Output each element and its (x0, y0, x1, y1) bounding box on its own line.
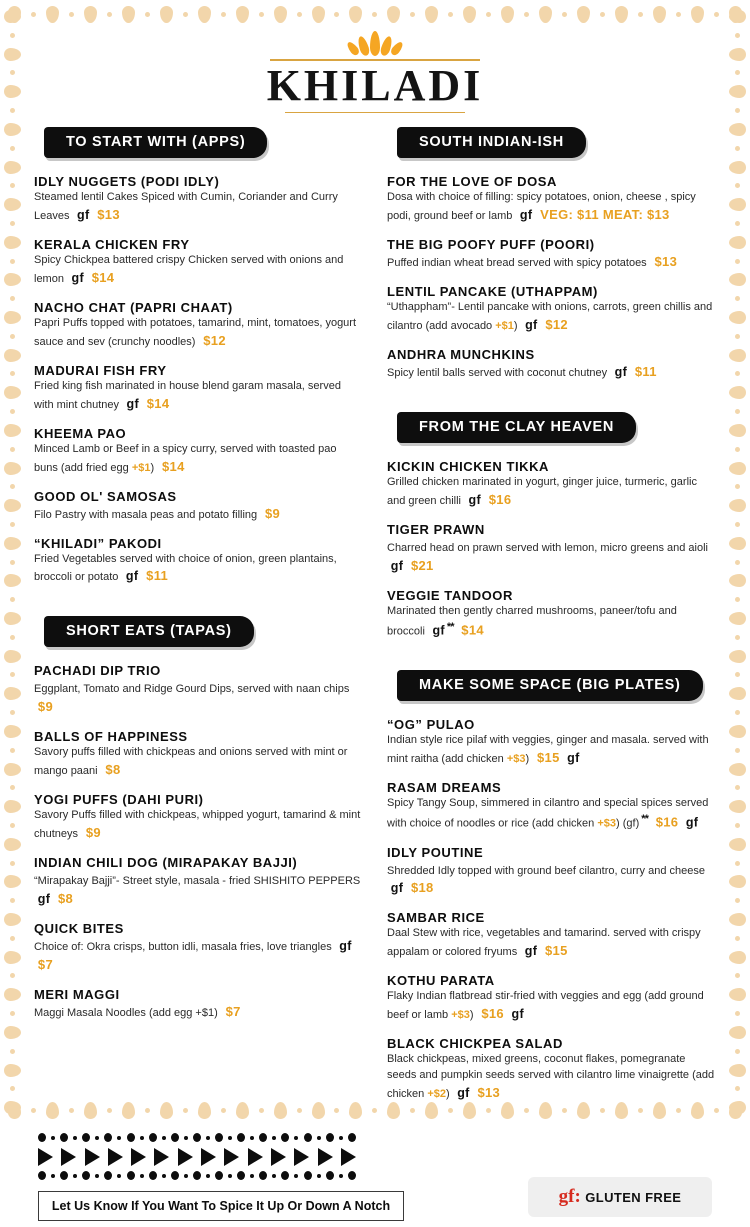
menu-item-description (34, 505, 363, 524)
brand-name: KHILADI (266, 60, 484, 110)
menu-item (387, 973, 716, 1024)
ornament-dot-icon (259, 1171, 267, 1180)
description-text: Savory puffs filled with chickpeas and onions served with mint or mango paani (34, 746, 348, 778)
description-text: Spicy lentil balls served with coconut chutney (387, 366, 608, 379)
menu-item-description (34, 871, 363, 909)
description-text: Shredded Idly topped with ground beef cilantro, curry and cheese (387, 864, 705, 877)
menu-item-name: KICKIN CHICKEN TIKKA (387, 458, 549, 474)
menu-item-name: KOTHU PARATA (387, 973, 495, 989)
ornament-dot-icon (259, 1133, 267, 1142)
gluten-free-marker: gf (517, 944, 538, 959)
menu-item-description (387, 300, 716, 335)
menu-item-price: $14 (83, 270, 115, 285)
gluten-free-marker: gf (559, 751, 580, 766)
description-tail: ) (446, 1088, 450, 1100)
ornament-small-dot-icon (184, 1174, 188, 1178)
menu-item (387, 1036, 716, 1103)
menu-item-description (34, 679, 363, 717)
menu-item-price: $7 (217, 1003, 241, 1019)
ornament-small-dot-icon (228, 1174, 232, 1178)
menu-item-price: $14 (154, 458, 185, 474)
menu-item (34, 921, 363, 975)
menu-item-price: $15 (537, 943, 568, 959)
menu-item-name: MERI MAGGI (34, 986, 120, 1002)
ornament-small-dot-icon (228, 1136, 232, 1140)
ornament-dot-icon (171, 1133, 179, 1142)
menu-item (387, 284, 716, 335)
ornament-small-dot-icon (51, 1174, 55, 1178)
ornament-small-dot-icon (95, 1174, 99, 1178)
menu-item-price: $11 (627, 363, 657, 379)
menu-item (34, 792, 363, 843)
ornament-dot-icon (38, 1171, 46, 1180)
gluten-free-marker: gf (387, 558, 404, 573)
ornament-dot-icon (149, 1171, 157, 1180)
menu-item-name: KHEEMA PAO (34, 425, 127, 441)
menu-item (387, 174, 716, 225)
section-banner: SOUTH INDIAN-ISH (397, 127, 586, 158)
menu-item (34, 237, 363, 288)
menu-item-addon-price: +$3 (451, 1009, 470, 1022)
menu-item (34, 363, 363, 414)
menu-item (387, 347, 716, 382)
description-text: Minced Lamb or Beef in a spicy curry, served with toasted pao buns (add fried egg (34, 442, 337, 474)
menu-item (387, 459, 716, 510)
ornament-triangle-icon (108, 1148, 123, 1166)
section-banner: FROM THE CLAY HEAVEN (397, 412, 636, 443)
menu-item-name: “KHILADI” PAKODI (34, 535, 162, 551)
ornament-triangle-icon (318, 1148, 333, 1166)
menu-item-name: VEGGIE TANDOOR (387, 587, 513, 603)
description-text: Fried Vegetables served with choice of onion, green plantains, broccoli or potato (34, 552, 337, 584)
ornament-triangle-icon (154, 1148, 169, 1166)
gluten-free-marker: gf (503, 1007, 524, 1022)
menu-item-price: $13 (89, 207, 120, 223)
gluten-free-marker: gf (512, 208, 533, 223)
left-column (34, 127, 363, 1115)
description-tail: ) (gf) (616, 817, 640, 830)
menu-item (34, 536, 363, 587)
menu-item-description (387, 1052, 716, 1103)
description-text: Savory Puffs filled with chickpeas, whipped yogurt, tamarind & mint chutneys (34, 809, 361, 841)
description-text: Flaky Indian flatbread stir-fried with veggies and egg (add ground beef or lamb (387, 990, 704, 1022)
spicy-marker: ** (639, 812, 648, 825)
ornament-small-dot-icon (294, 1174, 298, 1178)
menu-item-addon-price: +$3 (597, 817, 617, 830)
menu-item-description (387, 861, 716, 899)
description-text: Daal Stew with rice, vegetables and tamarind. served with crispy appalam or colored fryums (387, 927, 701, 959)
menu-item-description (34, 253, 363, 288)
menu-item-name: IDLY POUTINE (387, 844, 484, 860)
description-text: Maggi Masala Noodles (add egg +$1) (34, 1006, 218, 1019)
menu-item-description (34, 316, 363, 351)
menu-item-description (387, 733, 716, 768)
menu-item-price: $9 (257, 505, 281, 521)
menu-item-name: BALLS OF HAPPINESS (34, 729, 188, 745)
menu-item-price: $21 (403, 557, 434, 573)
gluten-free-marker: gf (34, 891, 51, 906)
description-text: Charred head on prawn served with lemon, micro greens and aioli (387, 541, 709, 554)
spicy-marker: ** (444, 620, 454, 633)
menu-item (387, 845, 716, 899)
menu-item-name: MADURAI FISH FRY (34, 362, 167, 378)
ornament-dot-icon (60, 1133, 68, 1142)
menu-item-description (34, 442, 363, 477)
menu-item-name: IDLY NUGGETS (PODI IDLY) (34, 174, 220, 190)
ornament-dot-icon (149, 1133, 157, 1142)
gluten-free-marker: gf (331, 938, 352, 953)
menu-item-name: RASAM DREAMS (387, 779, 502, 795)
ornament-dot-icon (215, 1171, 223, 1180)
menu-item-price: $16 (480, 491, 512, 507)
menu-item-description (34, 379, 363, 414)
decorative-ornament (38, 1133, 356, 1181)
ornament-dot-row (38, 1133, 356, 1143)
menu-item-price: $12 (537, 316, 568, 332)
menu-item-price: $18 (403, 880, 434, 896)
description-text: Choice of: Okra crisps, button idli, masala fries, love triangles (34, 940, 332, 953)
menu-item-addon-price: +$1 (131, 461, 151, 474)
menu-item (34, 663, 363, 717)
menu-item-price: $14 (453, 622, 484, 638)
ornament-small-dot-icon (206, 1174, 210, 1178)
description-text: Dosa with choice of filling: spicy potatoes, onion, cheese , spicy podi, ground beef or lamb (387, 191, 696, 223)
ornament-dot-icon (127, 1171, 135, 1180)
ornament-small-dot-icon (339, 1136, 343, 1140)
ornament-small-dot-icon (317, 1174, 321, 1178)
menu-item-price: $16 (647, 814, 679, 830)
menu-item-name: FOR THE LOVE OF DOSA (387, 174, 557, 190)
ornament-triangle-icon (224, 1148, 239, 1166)
menu-item-price: VEG: $11 MEAT: $13 (532, 207, 670, 223)
menu-item-description (387, 604, 716, 641)
menu-item-description (387, 363, 716, 382)
menu-item-description (34, 745, 363, 780)
gluten-free-marker: gf (461, 492, 481, 507)
ornament-triangle-icon (38, 1148, 53, 1166)
ornament-dot-icon (82, 1133, 90, 1142)
lotus-icon (34, 30, 716, 56)
menu-item-description (387, 253, 716, 272)
ornament-dot-icon (171, 1171, 179, 1180)
menu-item-price: $13 (469, 1085, 501, 1100)
menu-item (387, 588, 716, 641)
gf-legend-label: GLUTEN FREE (585, 1189, 682, 1205)
gluten-free-marker: gf (607, 364, 628, 379)
menu-columns (34, 127, 716, 1115)
ornament-small-dot-icon (272, 1136, 276, 1140)
ornament-dot-icon (348, 1171, 356, 1180)
menu-item-price: $11 (138, 568, 169, 584)
ornament-triangle-icon (271, 1148, 286, 1166)
menu-item-description (387, 989, 716, 1024)
gluten-free-legend (528, 1177, 712, 1217)
ornament-small-dot-icon (51, 1136, 55, 1140)
section-banner: TO START WITH (APPS) (44, 127, 267, 158)
gluten-free-marker: gf (387, 881, 404, 896)
menu-item (387, 237, 716, 272)
description-text: Eggplant, Tomato and Ridge Gourd Dips, served with naan chips (34, 683, 350, 696)
description-text: Spicy Tangy Soup, simmered in cilantro and special spices served with choice of noodles or rice (add chicken (387, 796, 709, 830)
menu-item (34, 489, 363, 524)
ornament-small-dot-icon (140, 1136, 144, 1140)
menu-item-price: $9 (78, 825, 101, 841)
gluten-free-marker: gf (118, 569, 139, 584)
menu-item-name: KERALA CHICKEN FRY (34, 237, 190, 253)
ornament-small-dot-icon (162, 1136, 166, 1140)
description-text: “Mirapakay Bajji”- Street style, masala - fried SHISHITO PEPPERS (34, 875, 361, 887)
menu-item-description (34, 1003, 363, 1022)
ornament-small-dot-icon (206, 1136, 210, 1140)
menu-item-description (34, 190, 363, 225)
ornament-triangle-icon (178, 1148, 193, 1166)
menu-item-name: PACHADI DIP TRIO (34, 663, 161, 679)
menu-item (34, 855, 363, 909)
ornament-triangle-icon (294, 1148, 309, 1166)
ornament-small-dot-icon (73, 1136, 77, 1140)
menu-item-name: NACHO CHAT (PAPRI CHAAT) (34, 299, 233, 315)
menu-item-description (34, 937, 363, 975)
ornament-small-dot-icon (184, 1136, 188, 1140)
ornament-dot-icon (281, 1133, 289, 1142)
brand-logo (34, 30, 716, 113)
ornament-triangle-icon (341, 1148, 356, 1166)
ornament-triangle-icon (201, 1148, 216, 1166)
ornament-dot-row (38, 1171, 356, 1181)
menu-item-name: LENTIL PANCAKE (UTHAPPAM) (387, 284, 598, 299)
ornament-small-dot-icon (294, 1136, 298, 1140)
ornament-triangle-icon (248, 1148, 263, 1166)
ornament-dot-icon (237, 1133, 245, 1142)
menu-item-addon-price: +$2 (427, 1088, 447, 1100)
ornament-dot-icon (82, 1171, 90, 1180)
ornament-triangle-icon (131, 1148, 146, 1166)
menu-item (34, 987, 363, 1022)
menu-item-price: $8 (50, 890, 74, 906)
menu-item (34, 174, 363, 225)
description-text: Papri Puffs topped with potatoes, tamarind, mint, tomatoes, yogurt sauce and sev (crunchy noodles) (34, 316, 357, 348)
menu-item-price: $15 (529, 750, 560, 766)
description-text: Filo Pastry with masala peas and potato filling (34, 508, 258, 521)
ornament-dot-icon (38, 1133, 46, 1142)
menu-item-description (387, 926, 716, 961)
menu-item (387, 717, 716, 768)
gluten-free-marker: gf (678, 815, 699, 830)
menu-item-name: YOGI PUFFS (DAHI PURI) (34, 792, 204, 808)
ornament-small-dot-icon (73, 1174, 77, 1178)
description-tail: ) (469, 1009, 474, 1022)
menu-item-name: TIGER PRAWN (387, 521, 485, 537)
ornament-dot-icon (237, 1171, 245, 1180)
description-tail: ) (513, 319, 518, 332)
ornament-small-dot-icon (272, 1174, 276, 1178)
description-tail: ) (150, 461, 155, 474)
description-tail: ) (525, 753, 530, 766)
right-column (387, 127, 716, 1115)
ornament-small-dot-icon (250, 1136, 254, 1140)
ornament-dot-icon (304, 1133, 312, 1142)
menu-item-description (387, 190, 716, 225)
menu-item-description (34, 808, 363, 843)
menu-item-name: BLACK CHICKPEA SALAD (387, 1036, 563, 1052)
gluten-free-marker: gf (69, 208, 90, 223)
menu-item-price: $7 (34, 956, 53, 972)
menu-item-price: $16 (473, 1006, 504, 1022)
description-text: Steamed lentil Cakes Spiced with Cumin, Coriander and Curry Leaves (34, 191, 338, 223)
description-text: Indian style rice pilaf with veggies, ginger and masala. served with mint raitha (add chicken (387, 734, 709, 766)
gluten-free-marker: gf (118, 396, 139, 411)
logo-rule-bottom (285, 112, 465, 114)
ornament-dot-icon (193, 1171, 201, 1180)
menu-item-name: INDIAN CHILI DOG (MIRAPAKAY BAJJI) (34, 855, 298, 870)
ornament-dot-icon (127, 1133, 135, 1142)
ornament-small-dot-icon (140, 1174, 144, 1178)
ornament-dot-icon (60, 1171, 68, 1180)
ornament-dot-icon (215, 1133, 223, 1142)
ornament-small-dot-icon (339, 1174, 343, 1178)
menu-item (34, 729, 363, 780)
ornament-dot-icon (104, 1171, 112, 1180)
menu-item-name: “OG” PULAO (387, 717, 475, 733)
ornament-dot-icon (304, 1171, 312, 1180)
ornament-dot-icon (348, 1133, 356, 1142)
ornament-small-dot-icon (317, 1136, 321, 1140)
section-banner: SHORT EATS (TAPAS) (44, 616, 254, 647)
ornament-small-dot-icon (162, 1174, 166, 1178)
description-text: “Uthappham”- Lentil pancake with onions, carrots, green chillis and cilantro (add avocado (387, 301, 713, 332)
menu-item-price: $8 (97, 762, 121, 778)
ornament-dot-icon (104, 1133, 112, 1142)
section-banner: MAKE SOME SPACE (BIG PLATES) (397, 670, 703, 701)
description-text: Puffed indian wheat bread served with spicy potatoes (387, 257, 647, 270)
gf-legend-key: gf: (558, 1185, 581, 1207)
gluten-free-marker: gf (449, 1086, 470, 1100)
menu-item-name: THE BIG POOFY PUFF (POORI) (387, 237, 595, 253)
menu-item-name: QUICK BITES (34, 920, 124, 936)
menu-item (387, 910, 716, 961)
ornament-dot-icon (193, 1133, 201, 1142)
ornament-small-dot-icon (117, 1174, 121, 1178)
ornament-triangle-icon (85, 1148, 100, 1166)
menu-item-price: $9 (34, 699, 53, 715)
ornament-dot-icon (326, 1133, 334, 1142)
menu-item-addon-price: +$3 (506, 753, 526, 766)
menu-item-description (387, 538, 716, 576)
gluten-free-marker: gf (424, 623, 445, 638)
menu-item (387, 522, 716, 576)
ornament-small-dot-icon (250, 1174, 254, 1178)
description-text: Grilled chicken marinated in yogurt, ginger juice, turmeric, garlic and green chilli (387, 475, 697, 507)
menu-item (387, 780, 716, 833)
menu-item-addon-price: +$1 (495, 319, 514, 332)
gluten-free-marker: gf (517, 317, 538, 332)
menu-item-name: GOOD OL' SAMOSAS (34, 488, 177, 504)
menu-item-price: $12 (195, 332, 226, 348)
menu-item-description (387, 475, 716, 510)
description-text: Fried king fish marinated in house blend garam masala, served with mint chutney (34, 379, 341, 411)
spice-notice: Let Us Know If You Want To Spice It Up Or Down A Notch (38, 1191, 404, 1221)
menu-item-description (34, 552, 363, 587)
menu-item (34, 300, 363, 351)
ornament-small-dot-icon (117, 1136, 121, 1140)
ornament-dot-icon (326, 1171, 334, 1180)
gluten-free-marker: gf (63, 271, 84, 285)
menu-item-name: SAMBAR RICE (387, 910, 485, 926)
description-text: Black chickpeas, mixed greens, coconut flakes, pomegranate seeds and pumpkin seeds served with cilantro lime vinaigrette (add chicken (387, 1053, 715, 1100)
menu-item (34, 426, 363, 477)
ornament-small-dot-icon (95, 1136, 99, 1140)
ornament-triangle-icon (61, 1148, 76, 1166)
description-text: Spicy Chickpea battered crispy Chicken served with onions and lemon (34, 254, 344, 285)
description-text: Marinated then gently charred mushrooms, paneer/tofu and broccoli (387, 604, 677, 638)
ornament-dot-icon (281, 1171, 289, 1180)
menu-item-price: $14 (138, 395, 170, 411)
menu-item-name: ANDHRA MUNCHKINS (387, 346, 535, 362)
ornament-triangle-row (38, 1147, 356, 1167)
menu-item-description (387, 796, 716, 833)
menu-item-price: $13 (646, 254, 678, 270)
